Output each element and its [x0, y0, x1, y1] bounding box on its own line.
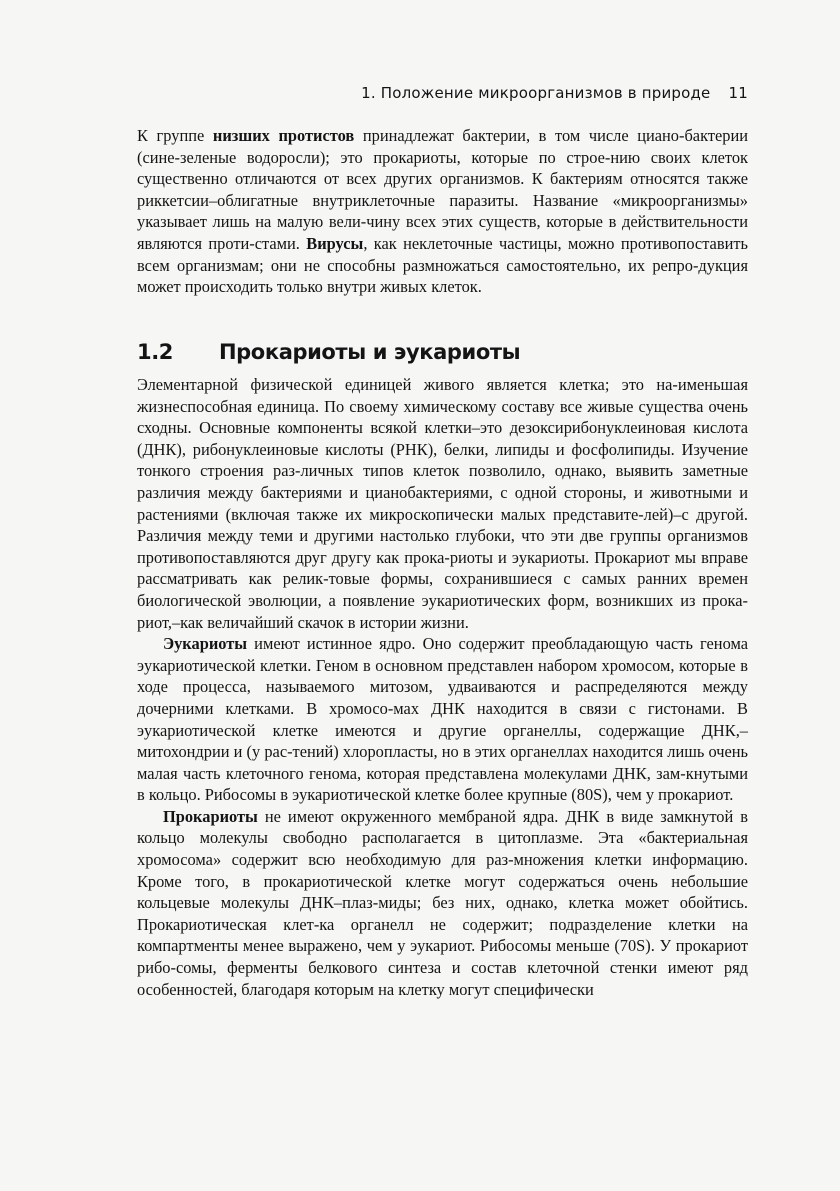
prokaryotes-text: не имеют окруженного мембраной ядра. ДНК в виде замкнутой в кольцо молекулы свободно располагается в цитоплазме. Эта «бактериальная хромосома» содержит всю необходимую для раз-множения клетки информацию. Кроме того, в прокариотической клетке могут содержаться очень небольшие кольцевые молекулы ДНК–плаз-миды; без них, однако, клетка может обойтись. Прокариотическая клет-ка органелл не содержит; подразделение клетки на компартменты менее выражено, чем у эукариот. Рибосомы меньше (70S). У прокариот рибо-сомы, ферменты белкового синтеза и состав клеточной стенки имеют ряд особенностей, благодаря которым на клетку могут специфически: [137, 806, 748, 999]
paragraph-eukaryotes: [137, 633, 748, 806]
term-viruses: Вирусы: [306, 233, 364, 253]
intro-paragraph: [137, 125, 748, 298]
chapter-title: 1. Положение микроорганизмов в природе: [361, 84, 711, 102]
section-body: [137, 374, 748, 1000]
intro-text-1: К группе: [137, 126, 213, 145]
page-number: 11: [728, 84, 748, 102]
paragraph-cell: Элементарной физической единицей живого является клетка; это на-именьшая жизнеспособная единица. По своему химическому составу все живые существа очень сходны. Основные компоненты всякой клетки–это дезоксирибонуклеиновая кислота (ДНК), рибонуклеиновые кислоты (РНК), белки, липиды и фосфолипиды. Изучение тонкого строения раз-личных типов клеток позволило, однако, выявить заметные различия между бактериями и цианобактериями, с одной стороны, и животными и растениями (включая также их микроскопически малых представите-лей)–с другой. Различия между теми и другими настолько глубоки, что эти две группы организмов противопоставляются друг другу как прока-риоты и эукариоты. Прокариот мы вправе рассматривать как релик-товые формы, сохранившиеся с самых ранних времен биологической эволюции, а появление эукариотических форм, возникших из прока-риот,–как величайший скачок в истории жизни.: [137, 375, 748, 632]
section-title: Прокариоты и эукариоты: [219, 340, 521, 364]
section-number: 1.2: [137, 340, 174, 364]
intro-text-3: , как неклеточные частицы, можно противопоставить всем организмам; они не способны размножаться самостоятельно, их репро-дукция может происходить только внутри живых клеток.: [137, 233, 748, 297]
paragraph-prokaryotes: [137, 806, 748, 1000]
intro-text-2: принадлежат бактерии, в том числе циано-бактерии (сине-зеленые водоросли); это прокариоты, которые по строе-нию своих клеток существенно отличаются от всех других организмов. К бактериям относятся также риккетсии–облигатные внутриклеточные паразиты. Название «микроорганизмы» указывает лишь на малую вели-чину всех этих существ, которые в действительности являются проти-стами.: [137, 126, 748, 253]
section-heading: [137, 340, 748, 364]
eukaryotes-text: имеют истинное ядро. Оно содержит преобладающую часть генома эукариотической клетки. Геном в основном представлен набором хромосом, которые в ходе процесса, называемого митозом, удваиваются и распределяются между дочерними клетками. В хромосо-мах ДНК находится в связи с гистонами. В эукариотической клетке имеются и другие органеллы, содержащие ДНК,–митохондрии и (у рас-тений) хлоропласты, но в этих органеллах находится лишь очень малая часть клеточного генома, которая представлена молекулами ДНК, зам-кнутыми в кольцо. Рибосомы в эукариотической клетке более крупные (80S), чем у прокариот.: [137, 634, 748, 805]
running-header: [0, 84, 748, 102]
term-prokaryotes: Прокариоты: [163, 806, 258, 826]
term-lower-protists: низших протистов: [212, 126, 355, 145]
term-eukaryotes: Эукариоты: [163, 634, 248, 654]
